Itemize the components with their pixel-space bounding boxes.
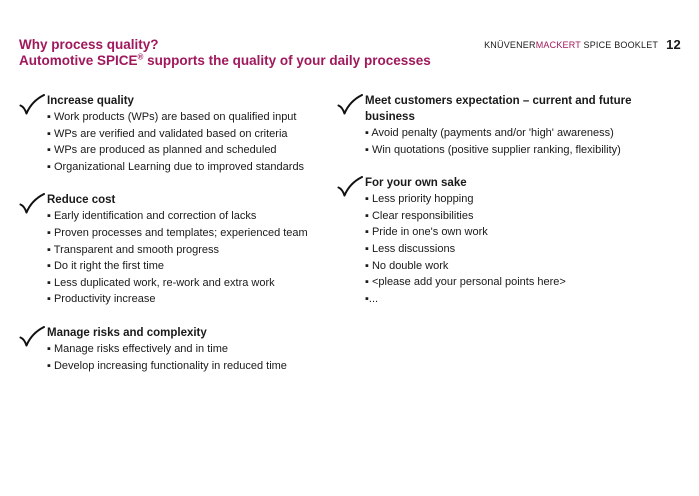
benefit-item: ▪ Avoid penalty (payments and/or 'high' awareness): [365, 127, 614, 139]
benefit-title: For your own sake: [365, 177, 467, 190]
left-column: [19, 92, 324, 391]
benefit-list: [47, 208, 324, 308]
benefit-item: ▪ Clear responsibilities: [365, 209, 474, 222]
benefit-item: ▪ WPs are verified and validated based on criteria: [47, 127, 288, 140]
benefit-item: ▪ Less priority hopping: [365, 193, 474, 206]
benefit-block: [337, 175, 682, 307]
benefit-item: ▪ Work products (WPs) are based on qualified input: [47, 111, 297, 123]
check-mark-icon: [19, 193, 45, 215]
title-line-1: Why process quality?: [19, 37, 159, 52]
benefit-item: ▪ Pride in one's own work: [365, 226, 488, 239]
check-mark-icon: [19, 94, 45, 116]
benefit-item: ▪ Organizational Learning due to improved standards: [47, 160, 305, 173]
benefit-item: ▪ <please add your personal points here>: [365, 276, 566, 289]
benefit-item: ▪ No double work: [365, 259, 449, 272]
benefit-title: Reduce cost: [47, 194, 116, 207]
benefit-block: [19, 93, 324, 175]
benefit-list: [47, 341, 324, 374]
benefit-item: ▪ Transparent and smooth progress: [47, 243, 220, 256]
benefit-title: Increase quality: [47, 95, 134, 107]
benefit-title: Manage risks and complexity: [47, 326, 207, 339]
brand-name-part-2: MACKERT: [535, 40, 581, 50]
benefit-item: ▪ Less discussions: [365, 242, 456, 255]
benefit-item: ▪ Win quotations (positive supplier ranking, flexibility): [365, 143, 621, 156]
benefit-list: [365, 125, 682, 158]
benefit-item: ▪ Less duplicated work, re-work and extra work: [47, 276, 275, 289]
booklet-label: SPICE BOOKLET: [580, 40, 659, 50]
benefit-list: [365, 191, 682, 307]
page-number: 12: [666, 37, 681, 52]
title-line-2-pre: Automotive SPICE: [19, 53, 138, 68]
benefit-item: ▪...: [365, 292, 379, 305]
benefit-list: [47, 109, 324, 175]
benefit-item: ▪ Early identification and correction of lacks: [47, 210, 257, 223]
brand-header: [484, 37, 681, 52]
check-mark-icon: [337, 94, 363, 116]
title-line-2: [19, 53, 431, 69]
benefit-block: [19, 325, 324, 374]
title-line-2-post: supports the quality of your daily processes: [143, 53, 431, 68]
benefit-item: ▪ Develop increasing functionality in reduced time: [47, 359, 287, 372]
benefit-item: ▪ Manage risks effectively and in time: [47, 342, 229, 355]
page-title: [19, 37, 431, 69]
benefit-item: ▪ Proven processes and templates; experienced team: [47, 226, 308, 239]
check-mark-icon: [19, 326, 45, 348]
benefit-block: [19, 192, 324, 308]
benefit-item: ▪ Productivity increase: [47, 293, 156, 306]
brand-name-part-1: KNÜVENER: [484, 40, 536, 50]
benefit-item: ▪ Do it right the first time: [47, 260, 164, 273]
benefit-block: [337, 93, 682, 158]
check-mark-icon: [337, 176, 363, 198]
benefit-title: Meet customers expectation – current and future business: [365, 95, 632, 123]
benefit-item: ▪ WPs are produced as planned and scheduled: [47, 144, 277, 157]
registered-mark: ®: [137, 52, 144, 62]
right-column: [337, 92, 682, 324]
